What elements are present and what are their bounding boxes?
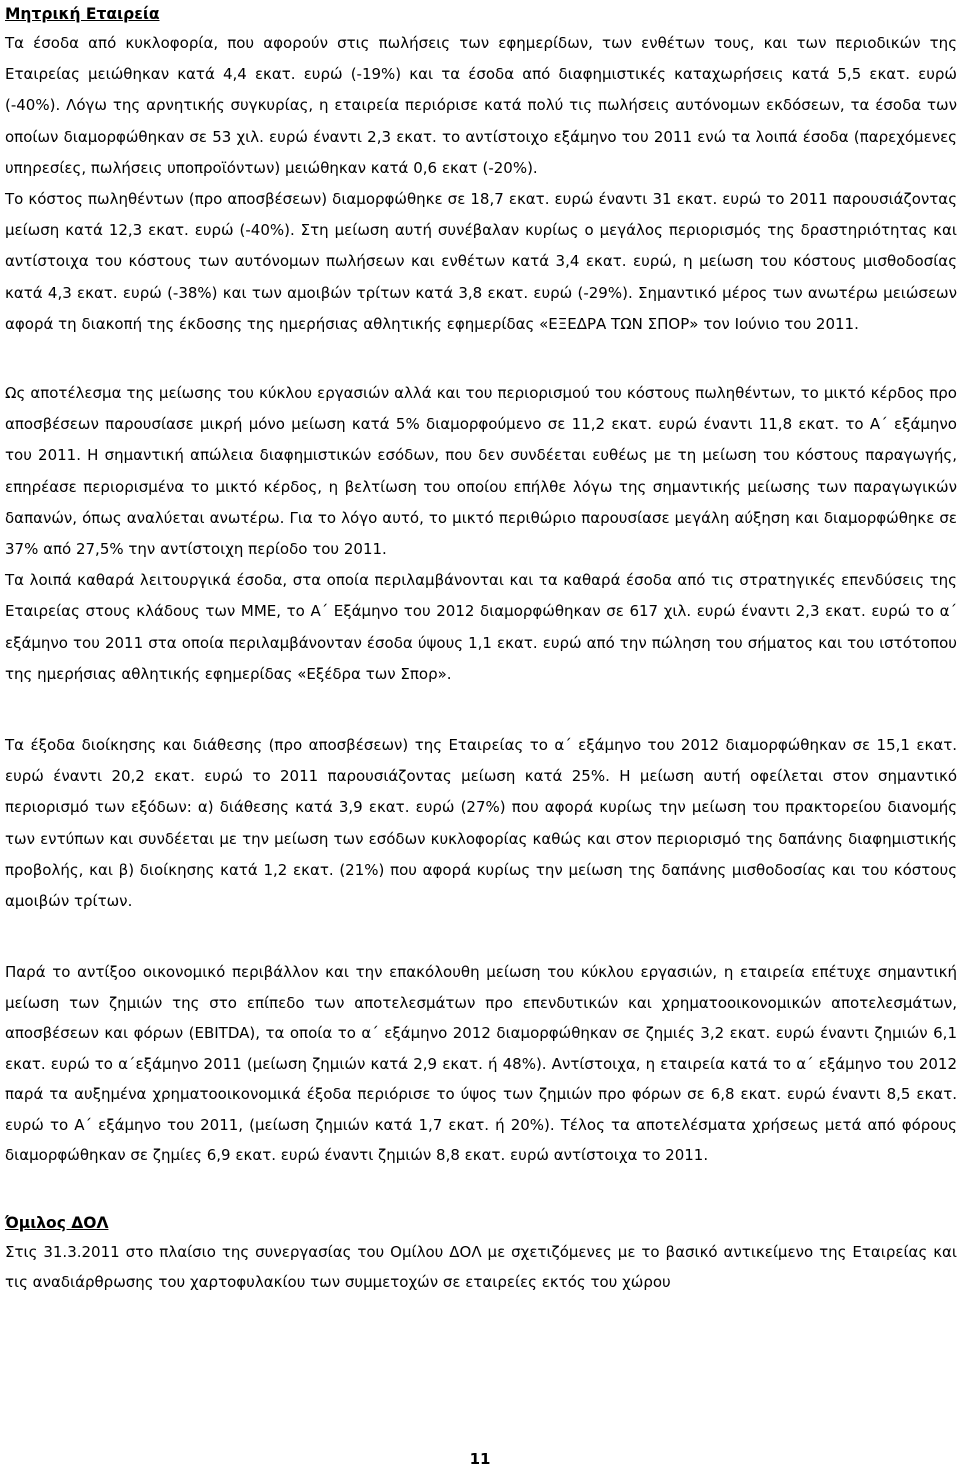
parent-company-heading: Μητρική Εταιρεία	[5, 5, 160, 23]
group-heading: Όμιλος ΔΟΛ	[5, 1213, 109, 1232]
spacer	[5, 1171, 957, 1209]
spacer	[5, 917, 957, 957]
page-number: 11	[469, 1450, 491, 1468]
other-operating-income-paragraph: Τα λοιπά καθαρά λειτουργικά έσοδα, στα οποία περιλαμβάνονται και τα καθαρά έσοδα από τις στρατηγικές επενδύσεις της Εταιρείας στους κλάδους των ΜΜΕ, το Α΄ Εξάμηνο του 2012 διαμορφώθηκαν σε 617 χιλ. ευρώ έναντι 2,3 εκατ. ευρώ το α΄ εξάμηνο του 2011 στα οποία περιλαμβάνονταν έσοδα ύψους 1,1 εκατ. ευρώ από την πώληση του σήματος και του ιστότοπου της ημερήσιας αθλητικής εφημερίδας «Εξέδρα των Σπορ».	[5, 571, 957, 683]
spacer	[5, 340, 957, 378]
admin-selling-expenses-paragraph: Τα έξοδα διοίκησης και διάθεσης (προ αποσβέσεων) της Εταιρείας το α΄ εξάμηνο του 2012 διαμορφώθηκαν σε 15,1 εκατ. ευρώ έναντι 20,2 εκατ. ευρώ το 2011 παρουσιάζοντας μείωση κατά 25%. Η μείωση αυτή οφείλεται στον σημαντικό περιορισμό των εξόδων: α) διάθεσης κατά 3,9 εκατ. ευρώ (27%) που αφορά κυρίως την μείωση του πρακτορείου διανομής των εντύπων και συνδέεται με την μείωση των εσόδων κυκλοφορίας καθώς και στον περιορισμό της δαπάνης διαφημιστικής προβολής, και β) διοίκησης κατά 1,2 εκατ. (21%) που αφορά κυρίως την μείωση της δαπάνης μισθοδοσίας και του κόστους αμοιβών τρίτων.	[5, 736, 957, 911]
circulation-revenue-paragraph: Τα έσοδα από κυκλοφορία, που αφορούν στις πωλήσεις των εφημερίδων, των ενθέτων τους, και των περιοδικών της Εταιρείας μειώθηκαν κατά 4,4 εκατ. ευρώ (-19%) και τα έσοδα από διαφημιστικές καταχωρήσεις κατά 5,5 εκατ. ευρώ (-40%). Λόγω της αρνητικής συγκυρίας, η εταιρεία περιόρισε κατά πολύ τις πωλήσεις αυτόνομων εκδόσεων, τα έσοδα των οποίων διαμορφώθηκαν σε 53 χιλ. ευρώ έναντι 2,3 εκατ. το αντίστοιχο εξάμηνο του 2011 ενώ τα λοιπά έσοδα (παρεχόμενες υπηρεσίες, πωλήσεις υποπροϊόντων) μειώθηκαν κατά 0,6 εκατ (-20%).	[5, 34, 957, 177]
spacer	[5, 690, 957, 730]
cost-of-sales-paragraph: Το κόστος πωληθέντων (προ αποσβέσεων) διαμορφώθηκε σε 18,7 εκατ. ευρώ έναντι 31 εκατ. ευρώ το 2011 παρουσιάζοντας μείωση κατά 12,3 εκατ. ευρώ (-40%). Στη μείωση αυτή συνέβαλαν κυρίως ο μεγάλος περιορισμός της δραστηριότητας και αντίστοιχα του κόστους των αυτόνομων πωλήσεων και ενθέτων κατά 3,4 εκατ. ευρώ, η μείωση του κόστους μισθοδοσίας κατά 4,3 εκατ. ευρώ (-38%) και των αμοιβών τρίτων κατά 3,8 εκατ. ευρώ (-29%). Σημαντικό μέρος των ανωτέρω μειώσεων αφορά τη διακοπή της έκδοσης της ημερήσιας αθλητικής εφημερίδας «ΕΞΕΔΡΑ ΤΩΝ ΣΠΟΡ» τον Ιούνιο του 2011.	[5, 190, 957, 333]
ebitda-results-paragraph: Παρά το αντίξοο οικονομικό περιβάλλον και την επακόλουθη μείωση του κύκλου εργασιών, η εταιρεία επέτυχε σημαντική μείωση των ζημιών της στο επίπεδο των αποτελεσμάτων προ επενδυτικών και χρηματοοικονομικών αποτελεσμάτων, αποσβέσεων και φόρων (EBITDA), τα οποία το α΄ εξάμηνο 2012 διαμορφώθηκαν σε ζημιές 3,2 εκατ. ευρώ έναντι ζημιών 6,1 εκατ. ευρώ το α΄εξάμηνο 2011 (μείωση ζημιών κατά 2,9 εκατ. ή 48%). Αντίστοιχα, η εταιρεία κατά το α΄ εξάμηνο του 2012 παρά τα αυξημένα χρηματοοικονομικά έξοδα περιόρισε το ύψος των ζημιών προ φόρων σε 6,8 εκατ. ευρώ έναντι 8,5 εκατ. ευρώ το Α΄ εξάμηνο του 2011, (μείωση ζημιών κατά 1,7 εκατ. ή 20%). Τέλος τα αποτελέσματα χρήσεως μετά από φόρους διαμορφώθηκαν σε ζημίες 6,9 εκατ. ευρώ έναντι ζημιών 8,8 εκατ. ευρώ αντίστοιχα το 2011.	[5, 963, 957, 1165]
gross-profit-paragraph: Ως αποτέλεσμα της μείωσης του κύκλου εργασιών αλλά και του περιορισμού του κόστους πωληθέντων, το μικτό κέρδος προ αποσβέσεων παρουσίασε μικρή μόνο μείωση κατά 5% διαμορφούμενο σε 11,2 εκατ. ευρώ έναντι 11,8 εκατ. το Α΄ εξάμηνο του 2011. Η σημαντική απώλεια διαφημιστικών εσόδων, που δεν συνδέεται ευθέως με τη μείωση του κόστους παραγωγής, επηρέασε περιορισμένα το μικτό κέρδος, η βελτίωση του οποίου επήλθε λόγω της σημαντικής μείωσης των παραγωγικών δαπανών, όπως αναλύεται ανωτέρω. Για το λόγο αυτό, το μικτό περιθώριο παρουσίασε μεγάλη αύξηση και διαμορφώθηκε σε 37% από 27,5% την αντίστοιχη περίοδο του 2011.	[5, 384, 957, 559]
document-page	[5, 0, 957, 1298]
group-paragraph: Στις 31.3.2011 στο πλαίσιο της συνεργασίας του Ομίλου ΔΟΛ με σχετιζόμενες με το βασικό αντικείμενο της Εταιρείας και τις αναδιάρθρωσης του χαρτοφυλακίου των συμμετοχών σε εταιρείες εκτός του χώρου	[5, 1242, 957, 1292]
